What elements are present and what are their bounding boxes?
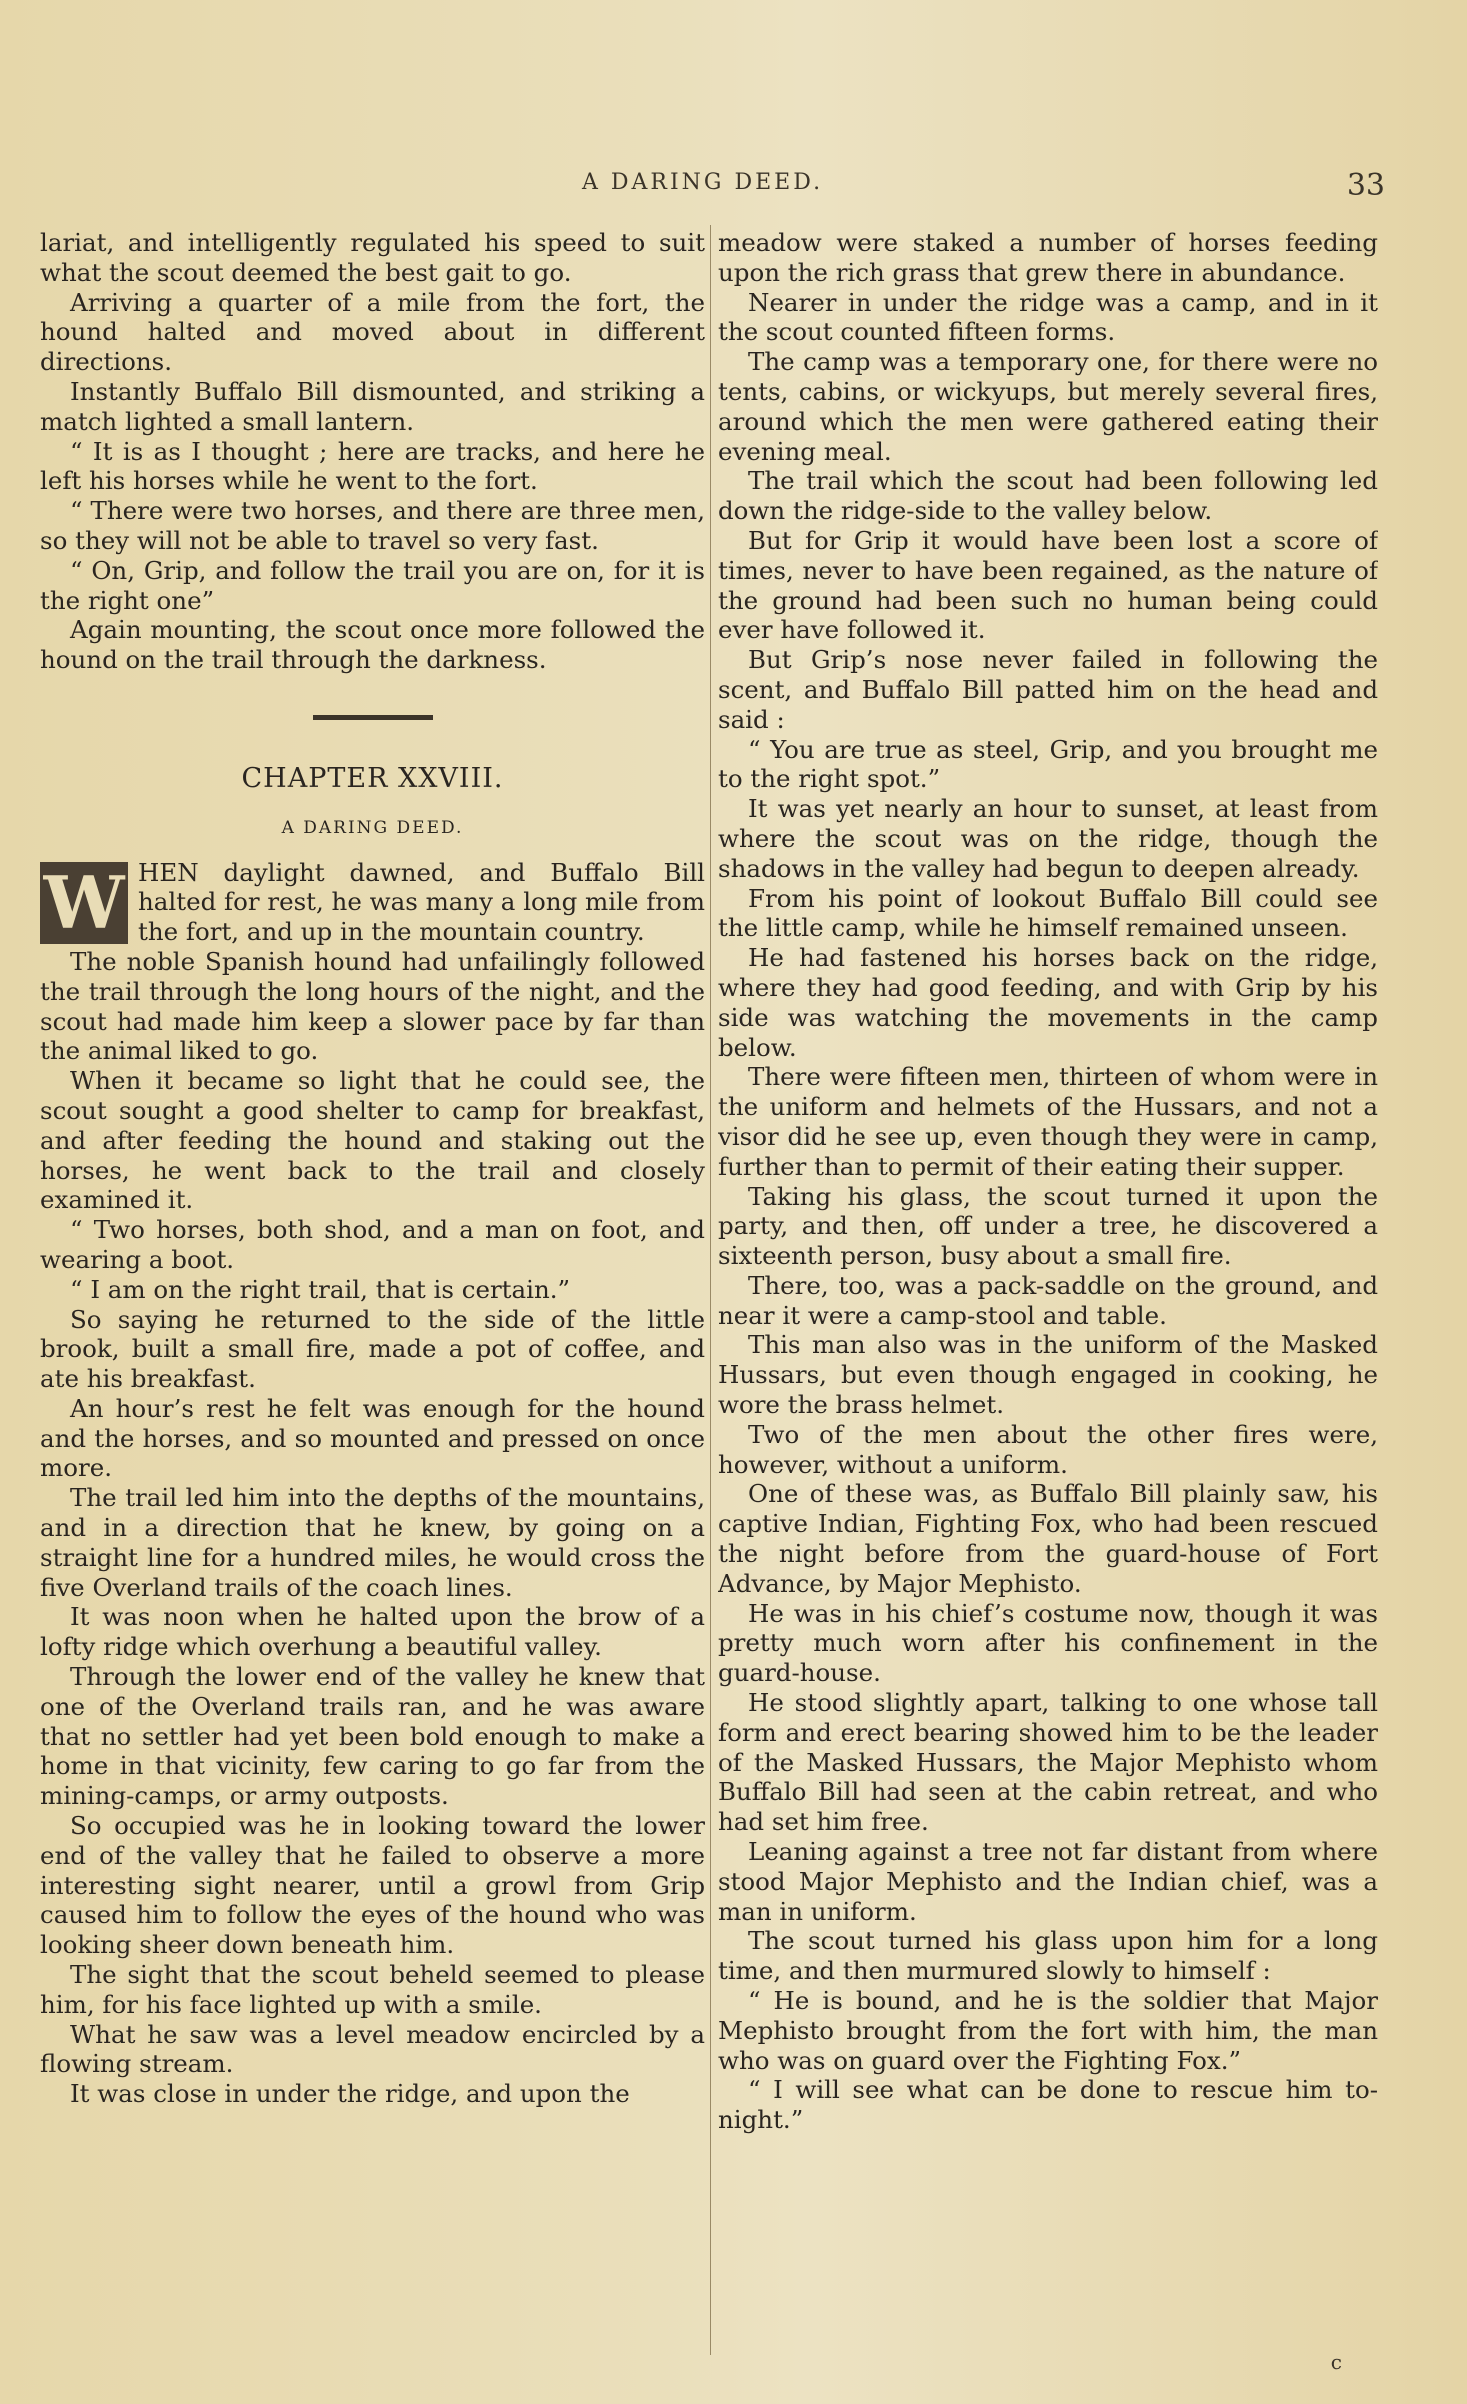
paragraph: “ You are true as steel, Grip, and you brought me to the right spot.” xyxy=(718,734,1378,794)
paragraph: It was noon when he halted upon the brow of a lofty ridge which overhung a beautiful valley. xyxy=(40,1602,705,1662)
paragraph: This man also was in the uniform of the Masked Hussars, but even though engaged in cooking, he wore the brass helmet. xyxy=(718,1330,1378,1420)
paragraph: “ I will see what can be done to rescue him to-night.” xyxy=(718,2075,1378,2135)
column-divider xyxy=(710,225,711,2355)
paragraph: lariat, and intelligently regulated his speed to suit what the scout deemed the best gait to go. xyxy=(40,228,705,287)
running-head: A DARING DEED. xyxy=(582,170,824,195)
paragraph: The trail which the scout had been following led down the ridge-side to the valley below. xyxy=(718,466,1378,526)
chapter-separator-rule xyxy=(313,715,433,720)
paragraph: He stood slightly apart, talking to one whose tall form and erect bearing showed him to be the leader of the Masked Hussars, the Major Mephisto whom Buffalo Bill had seen at the cabin retreat, and who had set him free. xyxy=(718,1688,1378,1837)
paragraph: The sight that the scout beheld seemed to please him, for his face lighted up with a smile. xyxy=(40,1960,705,2019)
paragraph: “ He is bound, and he is the soldier that Major Mephisto brought from the fort with him, the man who was on guard over the Fighting Fox.” xyxy=(718,1986,1378,2075)
chapter-subtitle: A DARING DEED. xyxy=(281,817,464,838)
paragraph: There were fifteen men, thirteen of whom were in the uniform and helmets of the Hussars, and not a visor did he see up, even though they were in camp, further than to permit of their eating their supper. xyxy=(718,1062,1378,1181)
paragraph: Instantly Buffalo Bill dismounted, and striking a match lighted a small lantern. xyxy=(40,376,705,436)
paragraph: Nearer in under the ridge was a camp, and in it the scout counted fifteen forms. xyxy=(718,287,1378,347)
paragraph: There, too, was a pack-saddle on the ground, and near it were a camp-stool and table. xyxy=(718,1270,1378,1330)
paragraph: Again mounting, the scout once more followed the hound on the trail through the darkness. xyxy=(40,615,705,675)
paragraph: The scout turned his glass upon him for a long time, and then murmured slowly to himself : xyxy=(718,1926,1378,1986)
paragraph: One of these was, as Buffalo Bill plainly saw, his captive Indian, Fighting Fox, who had been rescued the night before from the guard-house of Fort Advance, by Major Mephisto. xyxy=(718,1479,1378,1598)
paragraph: The noble Spanish hound had unfailingly followed the trail through the long hours of the night, and the scout had made him keep a slower pace by far than the animal liked to go. xyxy=(40,946,705,1066)
left-top-paragraphs xyxy=(40,228,705,675)
paragraph: Arriving a quarter of a mile from the fort, the hound halted and moved about in different directions. xyxy=(40,287,705,377)
paragraph: What he saw was a level meadow encircled by a flowing stream. xyxy=(40,2019,705,2079)
paragraph: “ Two horses, both shod, and a man on foot, and wearing a boot. xyxy=(40,1215,705,1274)
paragraph: The camp was a temporary one, for there were no tents, cabins, or wickyups, but merely several fires, around which the men were gathered eating their evening meal. xyxy=(718,347,1378,466)
paragraph: Two of the men about the other fires were, however, without a uniform. xyxy=(718,1419,1378,1479)
paragraph: He had fastened his horses back on the ridge, where they had good feeding, and with Grip by his side was watching the movements in the camp below. xyxy=(718,943,1378,1062)
left-chapter-paragraphs xyxy=(40,947,705,2109)
paragraph: When it became so light that he could see, the scout sought a good shelter to camp for breakfast, and after feeding the hound and staking out the horses, he went back to the trail and closely examined it. xyxy=(40,1066,705,1215)
right-column xyxy=(718,228,1378,2358)
signature-mark: c xyxy=(1330,2350,1342,2374)
page-number: 33 xyxy=(1346,168,1385,203)
paragraph: But for Grip it would have been lost a score of times, never to have been regained, as the nature of the ground had been such no human being could ever have followed it. xyxy=(718,525,1378,645)
dropcap-letter: W xyxy=(40,862,128,944)
left-column xyxy=(40,228,705,2358)
paragraph: It was close in under the ridge, and upon the xyxy=(70,2079,630,2109)
paragraph: An hour’s rest he felt was enough for the hound and the horses, and so mounted and pressed on once more. xyxy=(40,1393,705,1483)
paragraph: But Grip’s nose never failed in following the scent, and Buffalo Bill patted him on the head and said : xyxy=(718,645,1378,734)
paragraph: “ There were two horses, and there are three men, so they will not be able to travel so very fast. xyxy=(40,496,705,555)
paragraph: Leaning against a tree not far distant from where stood Major Mephisto and the Indian chief, was a man in uniform. xyxy=(718,1837,1378,1926)
opening-paragraph-text: HEN daylight dawned, and Buffalo Bill halted for rest, he was many a long mile from the fort, and up in the mountain country. xyxy=(138,857,705,947)
paragraph: The trail led him into the depths of the mountains, and in a direction that he knew, by going on a straight line for a hundred miles, he would cross the five Overland trails of the coach lines. xyxy=(40,1483,705,1602)
paragraph: “ I am on the right trail, that is certain.” xyxy=(70,1274,571,1304)
chapter-opening-paragraph xyxy=(40,858,705,947)
paragraph: From his point of lookout Buffalo Bill could see the little camp, while he himself remained unseen. xyxy=(718,883,1378,943)
continuation-paragraph: meadow were staked a number of horses feeding upon the rich grass that grew there in abundance. xyxy=(718,228,1378,287)
right-column-paragraphs xyxy=(718,288,1378,2135)
paragraph: He was in his chief’s costume now, though it was pretty much worn after his confinement in the guard-house. xyxy=(718,1598,1378,1688)
paragraph: “ On, Grip, and follow the trail you are on, for it is the right one” xyxy=(40,555,705,615)
paragraph: So occupied was he in looking toward the lower end of the valley that he failed to observe a more interesting sight nearer, until a growl from Grip caused him to follow the eyes of the hound who was looking sheer down beneath him. xyxy=(40,1811,705,1960)
paragraph: It was yet nearly an hour to sunset, at least from where the scout was on the ridge, though the shadows in the valley had begun to deepen already. xyxy=(718,794,1378,883)
paragraph: “ It is as I thought ; here are tracks, and here he left his horses while he went to the fort. xyxy=(40,436,705,496)
paragraph: Taking his glass, the scout turned it upon the party, and then, off under a tree, he discovered a sixteenth person, busy about a small fire. xyxy=(718,1181,1378,1271)
paragraph: So saying he returned to the side of the little brook, built a small fire, made a pot of coffee, and ate his breakfast. xyxy=(40,1304,705,1394)
chapter-title: CHAPTER XXVIII. xyxy=(241,762,504,794)
paragraph: Through the lower end of the valley he knew that one of the Overland trails ran, and he was aware that no settler had yet been bold enough to make a home in that vicinity, few caring to go far from the mining-camps, or army outposts. xyxy=(40,1662,705,1811)
